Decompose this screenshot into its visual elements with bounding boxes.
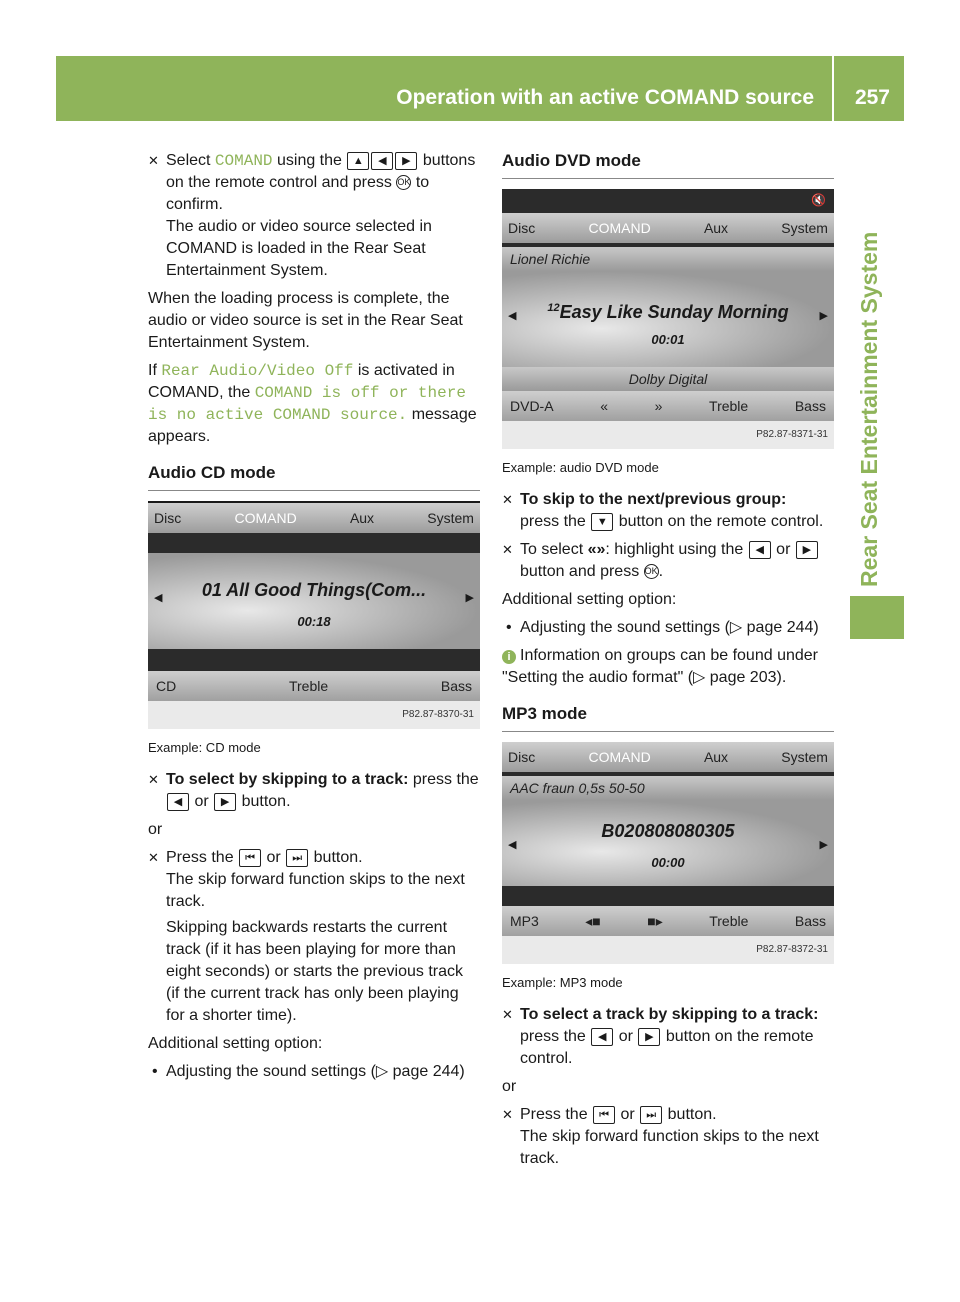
skip-chevrons-icon: «» [587, 541, 606, 558]
mp3-caption: Example: MP3 mode [502, 975, 623, 990]
next-arrow-icon: ▶ [465, 592, 474, 604]
track-display: ◀ $^{12}$Easy Like Sunday Morning 00:01 ▶ [502, 271, 834, 367]
dvd-heading: Audio DVD mode [502, 150, 834, 179]
page-header [56, 56, 904, 121]
ok-button-icon: OK [644, 564, 659, 579]
step-arrow-icon: ✕ [148, 850, 159, 865]
loading-complete-text: When the loading process is complete, the audio or video source is set in the Rear Seat Entertainment System. [148, 290, 463, 351]
ok-button-icon: OK [396, 175, 411, 190]
dvd-caption: Example: audio DVD mode [502, 460, 659, 475]
step-select-comand: ✕ Select COMAND using the ▲ ◀ ▶ buttons on the remote control and press OK to confirm. The audio or video source selected in COMAND is loaded in the Rear Seat Entertainment System. [148, 152, 476, 279]
cd-screen [148, 501, 480, 729]
skip-fwd-key-icon: ⏭ [286, 849, 308, 867]
screen-bottom-bar: DVD-A « » Treble Bass [502, 391, 834, 421]
screen-bottom-bar: CD Treble Bass [148, 671, 480, 701]
step-mp3-skip: ✕ To select a track by skipping to a track: press the ◀ or ▶ button on the remote control. [502, 1006, 819, 1067]
header-divider [832, 56, 834, 121]
info-note: i Information on groups can be found under "Setting the audio format" (▷ page 203). [502, 647, 818, 686]
step-arrow-icon: ✕ [148, 772, 159, 787]
chapter-label: Rear Seat Entertainment System [856, 231, 882, 587]
step-skip-track: ✕ To select by skipping to a track: press the ◀ or ▶ button. [148, 771, 479, 810]
screen-tabs: Disc COMAND Aux System [502, 213, 834, 243]
screen-tabs: Disc COMAND Aux System [148, 503, 480, 533]
skip-back-key-icon: ⏮ [239, 849, 261, 867]
cd-caption: Example: CD mode [148, 740, 261, 755]
page-number: 257 [854, 86, 890, 109]
chapter-marker [850, 596, 904, 639]
step-mp3-press: ✕ Press the ⏮ or ⏭ button. The skip forward function skips to the next track. [502, 1106, 819, 1167]
left-column: ✕ Select COMAND using the ▲ ◀ ▶ buttons on the remote control and press OK to confirm. The audio or video source selected in COMAND is loaded in the Rear Seat Entertainment System. When the loading process is complete, the audio or video source is set in the Rear Seat Entertainment System. If Rear Audio/Video Off is activated in COMAND, the COMAND is off or there is no active COMAND source. message appears. Audio CD mode Disc COMAND Aux System ◀ 01 All Good Things(Com... 00:18 ▶ CD Treble Bass P82.87-8370-31 Example: CD mode ✕ To select by skipping to a track: press the ◀ or ▶ button. or ✕ Press the ⏮ or ⏭ button. The skip forward function skips to the next track. Skipping backwards restarts the current track (if it has been playing for more than eight seconds) or starts the previous track (if the current track has only been playing for a shorter time). Additional setting option: • Adjusting the sound settings (▷ page 244) [148, 150, 480, 1089]
track-display: ◀ 01 All Good Things(Com... 00:18 ▶ [148, 553, 480, 649]
step-skip-group: ✕ To skip to the next/previous group: press the ▼ button on the remote control. [502, 491, 824, 530]
step-select-skip: ✕ To select «»: highlight using the ◀ or ▶ button and press OK. [502, 539, 834, 583]
down-key-icon: ▼ [591, 513, 613, 531]
chapter-tab [850, 121, 904, 591]
right-key-icon: ▶ [214, 793, 236, 811]
left-key-icon: ◀ [371, 152, 393, 170]
up-key-icon: ▲ [347, 152, 369, 170]
sound-settings-item: • Adjusting the sound settings (▷ page 244) [506, 619, 819, 636]
step-arrow-icon: ✕ [148, 153, 159, 168]
step-press-skip: ✕ Press the ⏮ or ⏭ button. The skip forward function skips to the next track. Skipping backwards restarts the current track (if it has been playing for more than eight seconds) or starts the previous track (if the current track has only been playing for a shorter time). [148, 849, 465, 1024]
right-column: Audio DVD mode 🔇 Disc COMAND Aux System Lionel Richie ◀ $^{12}$Easy Like Sunday Morning 00:01 ▶ Dolby Digital DVD-A « » Treble Bass P82.87-8371-31 Example: audio DVD mode ✕ To skip to the next/previous group: press the ▼ button on the remote control. ✕ To select «»: highlight using the ◀ or ▶ button and press OK. Additional setting option: • Adjusting the sound settings (▷ page 244) i Information on groups can be found under "Setting the audio format" (▷ page 203). MP3 mode Disc COMAND Aux System AAC fraun 0,5s 50-50 ◀ B020808080305 00:00 ▶ MP3 ◂■ ■▸ Treble Bass P82.87-8372-31 Example: MP3 mode ✕ To select a track by skipping to a track: press the ◀ or ▶ button on the remote control. or ✕ Press the ⏮ or ⏭ button. The skip forward function skips to the next track. [502, 150, 834, 1176]
rear-audio-off-text: If Rear Audio/Video Off is activated in COMAND, the COMAND is off or there is no active COMAND source. message appears. [148, 362, 477, 445]
left-key-icon: ◀ [167, 793, 189, 811]
right-key-icon: ▶ [395, 152, 417, 170]
sound-settings-item: • Adjusting the sound settings (▷ page 244) [152, 1063, 465, 1080]
info-icon: i [502, 650, 516, 664]
mp3-screen: Disc COMAND Aux System AAC fraun 0,5s 50-50 ◀ B020808080305 00:00 ▶ MP3 ◂■ ■▸ Treble Bass P82.87-8372-31 [502, 742, 834, 964]
dvd-screen: 🔇 Disc COMAND Aux System Lionel Richie ◀ $^{12}$Easy Like Sunday Morning 00:01 ▶ Dolby Digital DVD-A « » Treble Bass P82.87-8371-31 [502, 189, 834, 449]
cd-heading: Audio CD mode [148, 462, 480, 491]
image-ref: P82.87-8370-31 [148, 701, 480, 729]
mp3-heading: MP3 mode [502, 703, 834, 732]
header-title: Operation with an active COMAND source [396, 86, 814, 109]
code-comand: COMAND [214, 152, 273, 170]
prev-arrow-icon: ◀ [154, 592, 163, 604]
